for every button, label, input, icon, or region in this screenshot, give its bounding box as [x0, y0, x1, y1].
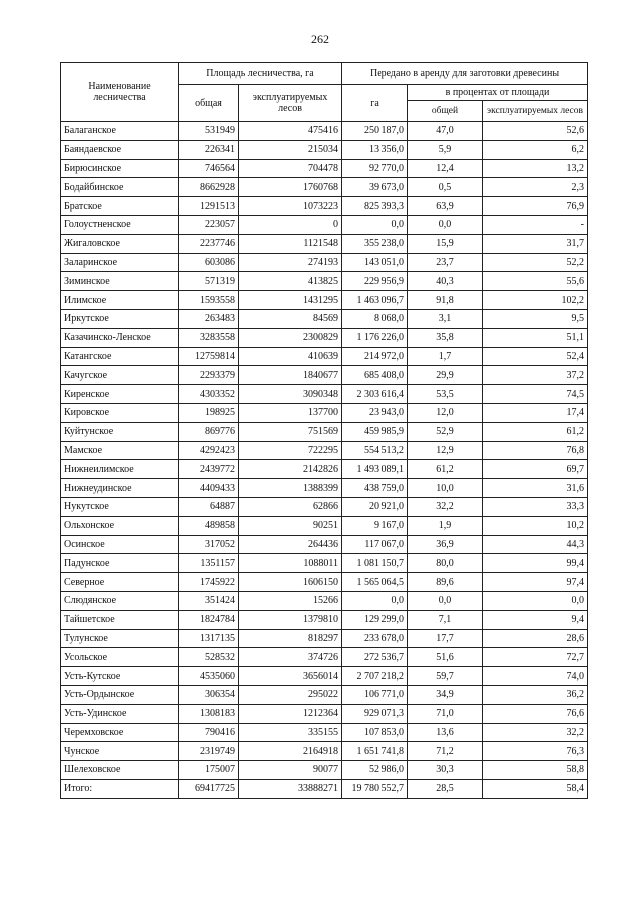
cell-lease-ha: 39 673,0	[342, 178, 408, 197]
cell-name: Северное	[61, 573, 179, 592]
cell-pct-total: 1,9	[408, 516, 483, 535]
cell-exploited: 475416	[239, 122, 342, 141]
table-row	[61, 723, 588, 742]
header-pct-exploited: эксплуатируемых лесов	[483, 101, 588, 122]
cell-pct-total: 61,2	[408, 460, 483, 479]
table-row	[61, 667, 588, 686]
cell-pct-total: 3,1	[408, 309, 483, 328]
cell-total: 69417725	[179, 779, 239, 798]
cell-total: 746564	[179, 159, 239, 178]
cell-total: 1593558	[179, 291, 239, 310]
cell-pct-exploited: 13,2	[483, 159, 588, 178]
table-row	[61, 272, 588, 291]
table-row	[61, 591, 588, 610]
header-pct-total: общей	[408, 101, 483, 122]
cell-name: Шелеховское	[61, 761, 179, 780]
cell-exploited: 274193	[239, 253, 342, 272]
table-row	[61, 385, 588, 404]
cell-pct-total: 12,4	[408, 159, 483, 178]
cell-name: Кировское	[61, 403, 179, 422]
table-row	[61, 497, 588, 516]
cell-pct-exploited: 76,3	[483, 742, 588, 761]
cell-total: 4292423	[179, 441, 239, 460]
cell-lease-ha: 1 651 741,8	[342, 742, 408, 761]
cell-pct-exploited: 97,4	[483, 573, 588, 592]
cell-lease-ha: 459 985,9	[342, 422, 408, 441]
table-row	[61, 291, 588, 310]
cell-exploited: 1388399	[239, 479, 342, 498]
cell-total: 198925	[179, 403, 239, 422]
header-area-group: Площадь лесничества, га	[179, 63, 342, 85]
table-row	[61, 573, 588, 592]
cell-pct-total: 0,5	[408, 178, 483, 197]
cell-pct-total: 91,8	[408, 291, 483, 310]
table-row	[61, 197, 588, 216]
cell-exploited: 335155	[239, 723, 342, 742]
cell-pct-exploited: 17,4	[483, 403, 588, 422]
cell-name: Куйтунское	[61, 422, 179, 441]
cell-lease-ha: 1 463 096,7	[342, 291, 408, 310]
cell-total: 790416	[179, 723, 239, 742]
cell-exploited: 704478	[239, 159, 342, 178]
cell-pct-exploited: 61,2	[483, 422, 588, 441]
cell-pct-total: 30,3	[408, 761, 483, 780]
cell-exploited: 1840677	[239, 366, 342, 385]
cell-lease-ha: 9 167,0	[342, 516, 408, 535]
cell-pct-exploited: 72,7	[483, 648, 588, 667]
cell-total: 223057	[179, 215, 239, 234]
cell-pct-exploited: 2,3	[483, 178, 588, 197]
cell-pct-total: 12,0	[408, 403, 483, 422]
table-row	[61, 140, 588, 159]
cell-pct-exploited: 74,0	[483, 667, 588, 686]
cell-lease-ha: 250 187,0	[342, 122, 408, 141]
cell-pct-exploited: -	[483, 215, 588, 234]
cell-exploited: 751569	[239, 422, 342, 441]
table-row	[61, 742, 588, 761]
table-row	[61, 159, 588, 178]
cell-lease-ha: 0,0	[342, 591, 408, 610]
cell-pct-total: 36,9	[408, 535, 483, 554]
cell-total: 2237746	[179, 234, 239, 253]
cell-total: 528532	[179, 648, 239, 667]
cell-lease-ha: 685 408,0	[342, 366, 408, 385]
cell-pct-total: 0,0	[408, 591, 483, 610]
table-row	[61, 253, 588, 272]
cell-total: 2319749	[179, 742, 239, 761]
cell-exploited: 3656014	[239, 667, 342, 686]
cell-exploited: 33888271	[239, 779, 342, 798]
cell-exploited: 1121548	[239, 234, 342, 253]
cell-pct-exploited: 32,2	[483, 723, 588, 742]
cell-pct-total: 17,7	[408, 629, 483, 648]
table-row	[61, 178, 588, 197]
cell-exploited: 413825	[239, 272, 342, 291]
table-row	[61, 215, 588, 234]
cell-lease-ha: 2 707 218,2	[342, 667, 408, 686]
cell-total: 263483	[179, 309, 239, 328]
cell-lease-ha: 355 238,0	[342, 234, 408, 253]
cell-pct-total: 40,3	[408, 272, 483, 291]
cell-exploited: 215034	[239, 140, 342, 159]
cell-total: 1308183	[179, 704, 239, 723]
cell-name: Зиминское	[61, 272, 179, 291]
cell-total: 2439772	[179, 460, 239, 479]
cell-total: 1317135	[179, 629, 239, 648]
table-row	[61, 535, 588, 554]
cell-exploited: 1212364	[239, 704, 342, 723]
cell-lease-ha: 1 565 064,5	[342, 573, 408, 592]
cell-exploited: 410639	[239, 347, 342, 366]
page-number: 262	[311, 32, 329, 46]
cell-total: 226341	[179, 140, 239, 159]
cell-lease-ha: 106 771,0	[342, 685, 408, 704]
cell-total: 1745922	[179, 573, 239, 592]
cell-lease-ha: 272 536,7	[342, 648, 408, 667]
cell-name: Катангское	[61, 347, 179, 366]
cell-lease-ha: 8 068,0	[342, 309, 408, 328]
cell-exploited: 2142826	[239, 460, 342, 479]
table-row	[61, 479, 588, 498]
cell-pct-exploited: 76,8	[483, 441, 588, 460]
cell-name: Бирюсинское	[61, 159, 179, 178]
cell-name: Итого:	[61, 779, 179, 798]
cell-name: Киренское	[61, 385, 179, 404]
cell-pct-exploited: 9,4	[483, 610, 588, 629]
cell-exploited: 0	[239, 215, 342, 234]
forestry-table	[60, 62, 588, 799]
cell-pct-exploited: 58,4	[483, 779, 588, 798]
table-row	[61, 441, 588, 460]
cell-pct-total: 10,0	[408, 479, 483, 498]
cell-total: 489858	[179, 516, 239, 535]
cell-lease-ha: 23 943,0	[342, 403, 408, 422]
table-body	[61, 122, 588, 799]
cell-name: Голоустненское	[61, 215, 179, 234]
cell-total: 175007	[179, 761, 239, 780]
cell-lease-ha: 117 067,0	[342, 535, 408, 554]
cell-lease-ha: 229 956,9	[342, 272, 408, 291]
cell-name: Заларинское	[61, 253, 179, 272]
cell-lease-ha: 1 176 226,0	[342, 328, 408, 347]
cell-total: 64887	[179, 497, 239, 516]
cell-total: 12759814	[179, 347, 239, 366]
cell-exploited: 90077	[239, 761, 342, 780]
table-row	[61, 648, 588, 667]
cell-exploited: 15266	[239, 591, 342, 610]
cell-total: 1824784	[179, 610, 239, 629]
cell-name: Иркутское	[61, 309, 179, 328]
cell-pct-total: 71,2	[408, 742, 483, 761]
cell-pct-total: 71,0	[408, 704, 483, 723]
cell-pct-total: 34,9	[408, 685, 483, 704]
cell-name: Нукутское	[61, 497, 179, 516]
cell-name: Ольхонское	[61, 516, 179, 535]
cell-pct-exploited: 52,6	[483, 122, 588, 141]
cell-name: Качугское	[61, 366, 179, 385]
cell-name: Усольское	[61, 648, 179, 667]
cell-exploited: 2300829	[239, 328, 342, 347]
cell-lease-ha: 825 393,3	[342, 197, 408, 216]
cell-name: Баяндаевское	[61, 140, 179, 159]
cell-pct-exploited: 31,6	[483, 479, 588, 498]
cell-total: 351424	[179, 591, 239, 610]
cell-name: Усть-Кутское	[61, 667, 179, 686]
cell-total: 306354	[179, 685, 239, 704]
cell-pct-exploited: 9,5	[483, 309, 588, 328]
cell-pct-total: 0,0	[408, 215, 483, 234]
cell-exploited: 1088011	[239, 554, 342, 573]
table-row	[61, 779, 588, 798]
cell-lease-ha: 52 986,0	[342, 761, 408, 780]
cell-lease-ha: 929 071,3	[342, 704, 408, 723]
cell-lease-ha: 20 921,0	[342, 497, 408, 516]
cell-name: Жигаловское	[61, 234, 179, 253]
cell-pct-total: 51,6	[408, 648, 483, 667]
cell-total: 1291513	[179, 197, 239, 216]
cell-pct-total: 13,6	[408, 723, 483, 742]
cell-pct-total: 23,7	[408, 253, 483, 272]
cell-pct-total: 7,1	[408, 610, 483, 629]
table-row	[61, 554, 588, 573]
table-row	[61, 328, 588, 347]
cell-pct-total: 32,2	[408, 497, 483, 516]
cell-lease-ha: 2 303 616,4	[342, 385, 408, 404]
cell-exploited: 264436	[239, 535, 342, 554]
cell-total: 4409433	[179, 479, 239, 498]
table-row	[61, 122, 588, 141]
cell-total: 4303352	[179, 385, 239, 404]
cell-total: 1351157	[179, 554, 239, 573]
cell-exploited: 137700	[239, 403, 342, 422]
table-row	[61, 629, 588, 648]
cell-pct-exploited: 55,6	[483, 272, 588, 291]
cell-lease-ha: 1 081 150,7	[342, 554, 408, 573]
cell-pct-exploited: 31,7	[483, 234, 588, 253]
cell-exploited: 1379810	[239, 610, 342, 629]
cell-pct-total: 5,9	[408, 140, 483, 159]
cell-pct-exploited: 51,1	[483, 328, 588, 347]
cell-pct-total: 47,0	[408, 122, 483, 141]
cell-name: Черемховское	[61, 723, 179, 742]
cell-total: 571319	[179, 272, 239, 291]
cell-lease-ha: 0,0	[342, 215, 408, 234]
table-row	[61, 422, 588, 441]
table-row	[61, 309, 588, 328]
cell-name: Мамское	[61, 441, 179, 460]
table-row	[61, 685, 588, 704]
cell-lease-ha: 1 493 089,1	[342, 460, 408, 479]
cell-name: Братское	[61, 197, 179, 216]
cell-pct-exploited: 44,3	[483, 535, 588, 554]
header-name: Наименование лесничества	[61, 63, 179, 122]
cell-pct-exploited: 102,2	[483, 291, 588, 310]
header-lease-group: Передано в аренду для заготовки древесины	[342, 63, 588, 85]
cell-lease-ha: 92 770,0	[342, 159, 408, 178]
cell-lease-ha: 214 972,0	[342, 347, 408, 366]
cell-pct-exploited: 0,0	[483, 591, 588, 610]
cell-name: Чунское	[61, 742, 179, 761]
cell-pct-exploited: 76,9	[483, 197, 588, 216]
cell-name: Нижнеилимское	[61, 460, 179, 479]
cell-exploited: 374726	[239, 648, 342, 667]
table-row	[61, 234, 588, 253]
cell-pct-exploited: 99,4	[483, 554, 588, 573]
cell-total: 603086	[179, 253, 239, 272]
cell-exploited: 818297	[239, 629, 342, 648]
cell-pct-total: 63,9	[408, 197, 483, 216]
cell-exploited: 90251	[239, 516, 342, 535]
cell-lease-ha: 19 780 552,7	[342, 779, 408, 798]
cell-exploited: 295022	[239, 685, 342, 704]
cell-pct-total: 80,0	[408, 554, 483, 573]
cell-pct-exploited: 6,2	[483, 140, 588, 159]
cell-lease-ha: 143 051,0	[342, 253, 408, 272]
cell-name: Слюдянское	[61, 591, 179, 610]
cell-pct-total: 15,9	[408, 234, 483, 253]
cell-exploited: 2164918	[239, 742, 342, 761]
cell-total: 317052	[179, 535, 239, 554]
cell-lease-ha: 438 759,0	[342, 479, 408, 498]
table-row	[61, 366, 588, 385]
cell-total: 8662928	[179, 178, 239, 197]
cell-exploited: 1431295	[239, 291, 342, 310]
cell-lease-ha: 107 853,0	[342, 723, 408, 742]
cell-total: 2293379	[179, 366, 239, 385]
cell-exploited: 84569	[239, 309, 342, 328]
cell-exploited: 722295	[239, 441, 342, 460]
table-row	[61, 403, 588, 422]
cell-pct-total: 59,7	[408, 667, 483, 686]
cell-lease-ha: 13 356,0	[342, 140, 408, 159]
table-row	[61, 516, 588, 535]
header-ha: га	[342, 85, 408, 122]
cell-pct-total: 35,8	[408, 328, 483, 347]
cell-pct-exploited: 52,2	[483, 253, 588, 272]
cell-pct-exploited: 69,7	[483, 460, 588, 479]
cell-exploited: 62866	[239, 497, 342, 516]
cell-pct-total: 29,9	[408, 366, 483, 385]
cell-pct-total: 1,7	[408, 347, 483, 366]
cell-lease-ha: 233 678,0	[342, 629, 408, 648]
cell-name: Падунское	[61, 554, 179, 573]
header-percent-group: в процентах от площади	[408, 85, 588, 101]
table-row	[61, 460, 588, 479]
table-row	[61, 761, 588, 780]
cell-pct-total: 89,6	[408, 573, 483, 592]
cell-name: Нижнеудинское	[61, 479, 179, 498]
cell-name: Тайшетское	[61, 610, 179, 629]
table-row	[61, 704, 588, 723]
cell-exploited: 3090348	[239, 385, 342, 404]
cell-pct-total: 53,5	[408, 385, 483, 404]
table-row	[61, 347, 588, 366]
header-total: общая	[179, 85, 239, 122]
cell-name: Балаганское	[61, 122, 179, 141]
cell-exploited: 1073223	[239, 197, 342, 216]
cell-pct-total: 52,9	[408, 422, 483, 441]
cell-pct-exploited: 10,2	[483, 516, 588, 535]
cell-pct-exploited: 74,5	[483, 385, 588, 404]
cell-pct-total: 28,5	[408, 779, 483, 798]
cell-pct-total: 12,9	[408, 441, 483, 460]
cell-pct-exploited: 36,2	[483, 685, 588, 704]
cell-name: Илимское	[61, 291, 179, 310]
cell-name: Осинское	[61, 535, 179, 554]
cell-pct-exploited: 58,8	[483, 761, 588, 780]
cell-total: 4535060	[179, 667, 239, 686]
cell-name: Бодайбинское	[61, 178, 179, 197]
cell-name: Тулунское	[61, 629, 179, 648]
cell-pct-exploited: 28,6	[483, 629, 588, 648]
cell-pct-exploited: 37,2	[483, 366, 588, 385]
cell-total: 869776	[179, 422, 239, 441]
cell-name: Усть-Удинское	[61, 704, 179, 723]
cell-pct-exploited: 52,4	[483, 347, 588, 366]
cell-exploited: 1760768	[239, 178, 342, 197]
cell-name: Усть-Ордынское	[61, 685, 179, 704]
table-row	[61, 610, 588, 629]
cell-lease-ha: 554 513,2	[342, 441, 408, 460]
cell-lease-ha: 129 299,0	[342, 610, 408, 629]
cell-name: Казачинско-Ленское	[61, 328, 179, 347]
header-exploited: эксплуатируемых лесов	[239, 85, 342, 122]
cell-total: 3283558	[179, 328, 239, 347]
cell-exploited: 1606150	[239, 573, 342, 592]
cell-pct-exploited: 76,6	[483, 704, 588, 723]
cell-pct-exploited: 33,3	[483, 497, 588, 516]
cell-total: 531949	[179, 122, 239, 141]
